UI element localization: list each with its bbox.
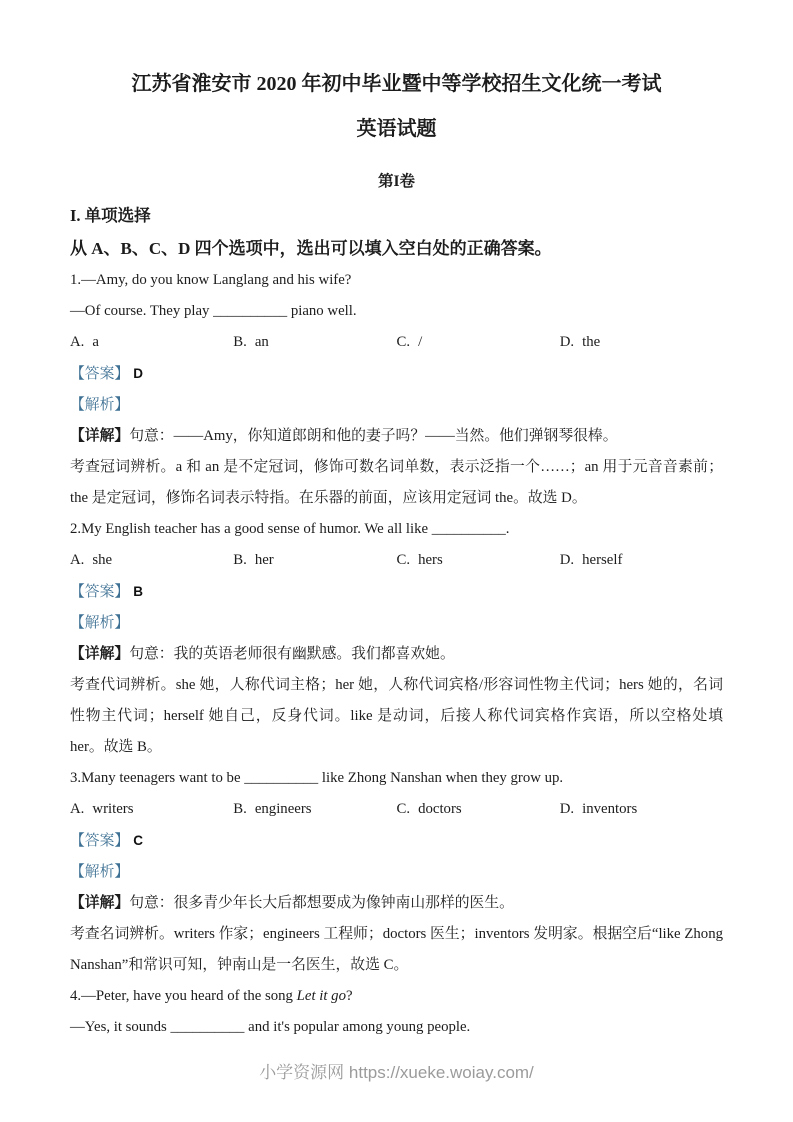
detail-sentence: 句意：我的英语老师很有幽默感。我们都喜欢她。 <box>129 646 455 662</box>
option-key: A. <box>70 801 85 817</box>
option-text: writers <box>92 801 134 817</box>
option-text: an <box>254 334 269 350</box>
detail-row <box>70 421 723 452</box>
option-c <box>397 794 560 825</box>
options-row <box>70 545 723 576</box>
section-instruction: 从 A、B、C、D 四个选项中，选出可以填入空白处的正确答案。 <box>70 239 552 258</box>
option-key: A. <box>70 552 85 568</box>
answer-value: B <box>133 584 143 599</box>
option-key: C. <box>396 552 411 568</box>
option-key: C. <box>396 801 411 817</box>
option-key: D. <box>559 334 575 350</box>
detail-row <box>70 639 723 670</box>
option-key: D. <box>559 801 575 817</box>
answer-label: 【答案】 <box>70 584 130 600</box>
analysis-label: 【解析】 <box>70 615 130 631</box>
options-row <box>70 327 723 358</box>
analysis-row <box>70 390 723 421</box>
detail-analysis: 考查冠词辨析。a 和 an 是不定冠词，修饰可数名词单数，表示泛指一个……；an 用于元音音素前；the 是定冠词，修饰名词表示特指。在乐器的前面，应该用定冠词 the。故选 D。 <box>70 459 723 506</box>
option-text: inventors <box>582 801 638 817</box>
detail-row <box>70 888 723 919</box>
option-a <box>70 794 233 825</box>
answer-label: 【答案】 <box>70 366 130 382</box>
question-stem: 3.Many teenagers want to be __________ like Zhong Nanshan when they grow up. <box>70 770 564 786</box>
answer-row <box>70 358 723 390</box>
question-block-3 <box>70 763 723 981</box>
option-text: the <box>582 334 601 350</box>
answer-label: 【答案】 <box>70 833 130 849</box>
stem-post: ? <box>345 988 353 1004</box>
answer-row <box>70 825 723 857</box>
option-c <box>397 327 560 358</box>
detail-label: 【详解】 <box>70 895 130 911</box>
detail-label: 【详解】 <box>70 428 130 444</box>
option-text: a <box>92 334 99 350</box>
question-block-4 <box>70 981 723 1043</box>
option-key: D. <box>559 552 575 568</box>
page-subtitle: 英语试题 <box>356 118 437 140</box>
question-stem: —Yes, it sounds __________ and it's popular among young people. <box>70 1019 471 1035</box>
answer-row <box>70 576 723 608</box>
option-b <box>233 794 396 825</box>
question-block-2 <box>70 514 723 763</box>
option-d <box>560 327 723 358</box>
analysis-row <box>70 857 723 888</box>
song-title-italic: Let it go <box>296 988 346 1004</box>
volume-heading: 第I卷 <box>377 173 416 190</box>
answer-value: D <box>133 366 143 381</box>
option-text: engineers <box>254 801 312 817</box>
option-text: hers <box>418 552 443 568</box>
option-b <box>233 545 396 576</box>
question-stem: —Of course. They play __________ piano well. <box>70 303 357 319</box>
detail-analysis: 考查代词辨析。she 她，人称代词主格；her 她，人称代词宾格/形容词性物主代词；hers 她的，名词性物主代词；herself 她自己，反身代词。like 是动词，后接人称代词宾格作宾语，所以空格处填 her。故选 B。 <box>70 677 723 755</box>
option-text: herself <box>582 552 623 568</box>
detail-analysis: 考查名词辨析。writers 作家；engineers 工程师；doctors 医生；inventors 发明家。根据空后“like Zhong Nanshan”和常识可知，钟南山是一名医生，故选 C。 <box>70 926 723 973</box>
option-key: A. <box>70 334 85 350</box>
option-text: / <box>418 334 423 350</box>
footer-site-text: 小学资源网 https://xueke.woiay.com/ <box>259 1063 534 1082</box>
question-stem <box>70 981 723 1012</box>
question-stem: 1.—Amy, do you know Langlang and his wife? <box>70 272 352 288</box>
option-d <box>560 545 723 576</box>
option-a <box>70 327 233 358</box>
question-stem: 2.My English teacher has a good sense of humor. We all like __________. <box>70 521 510 537</box>
section-heading: I. 单项选择 <box>70 206 151 225</box>
option-key: C. <box>396 334 411 350</box>
option-key: B. <box>233 801 247 817</box>
option-key: B. <box>233 334 247 350</box>
option-a <box>70 545 233 576</box>
option-c <box>397 545 560 576</box>
footer-watermark <box>0 1058 793 1083</box>
answer-value: C <box>133 833 143 848</box>
question-block-1 <box>70 265 723 514</box>
option-text: her <box>254 552 274 568</box>
detail-sentence: 句意：——Amy，你知道郎朗和他的妻子吗？——当然。他们弹钢琴很棒。 <box>129 428 618 444</box>
page-title: 江苏省淮安市 2020 年初中毕业暨中等学校招生文化统一考试 <box>131 73 662 95</box>
analysis-label: 【解析】 <box>70 864 130 880</box>
option-text: she <box>92 552 113 568</box>
stem-pre: 4.—Peter, have you heard of the song <box>70 988 297 1004</box>
options-row <box>70 794 723 825</box>
analysis-row <box>70 608 723 639</box>
option-d <box>560 794 723 825</box>
option-text: doctors <box>418 801 462 817</box>
option-b <box>233 327 396 358</box>
detail-sentence: 句意：很多青少年长大后都想要成为像钟南山那样的医生。 <box>129 895 514 911</box>
detail-label: 【详解】 <box>70 646 130 662</box>
option-key: B. <box>233 552 247 568</box>
analysis-label: 【解析】 <box>70 397 130 413</box>
